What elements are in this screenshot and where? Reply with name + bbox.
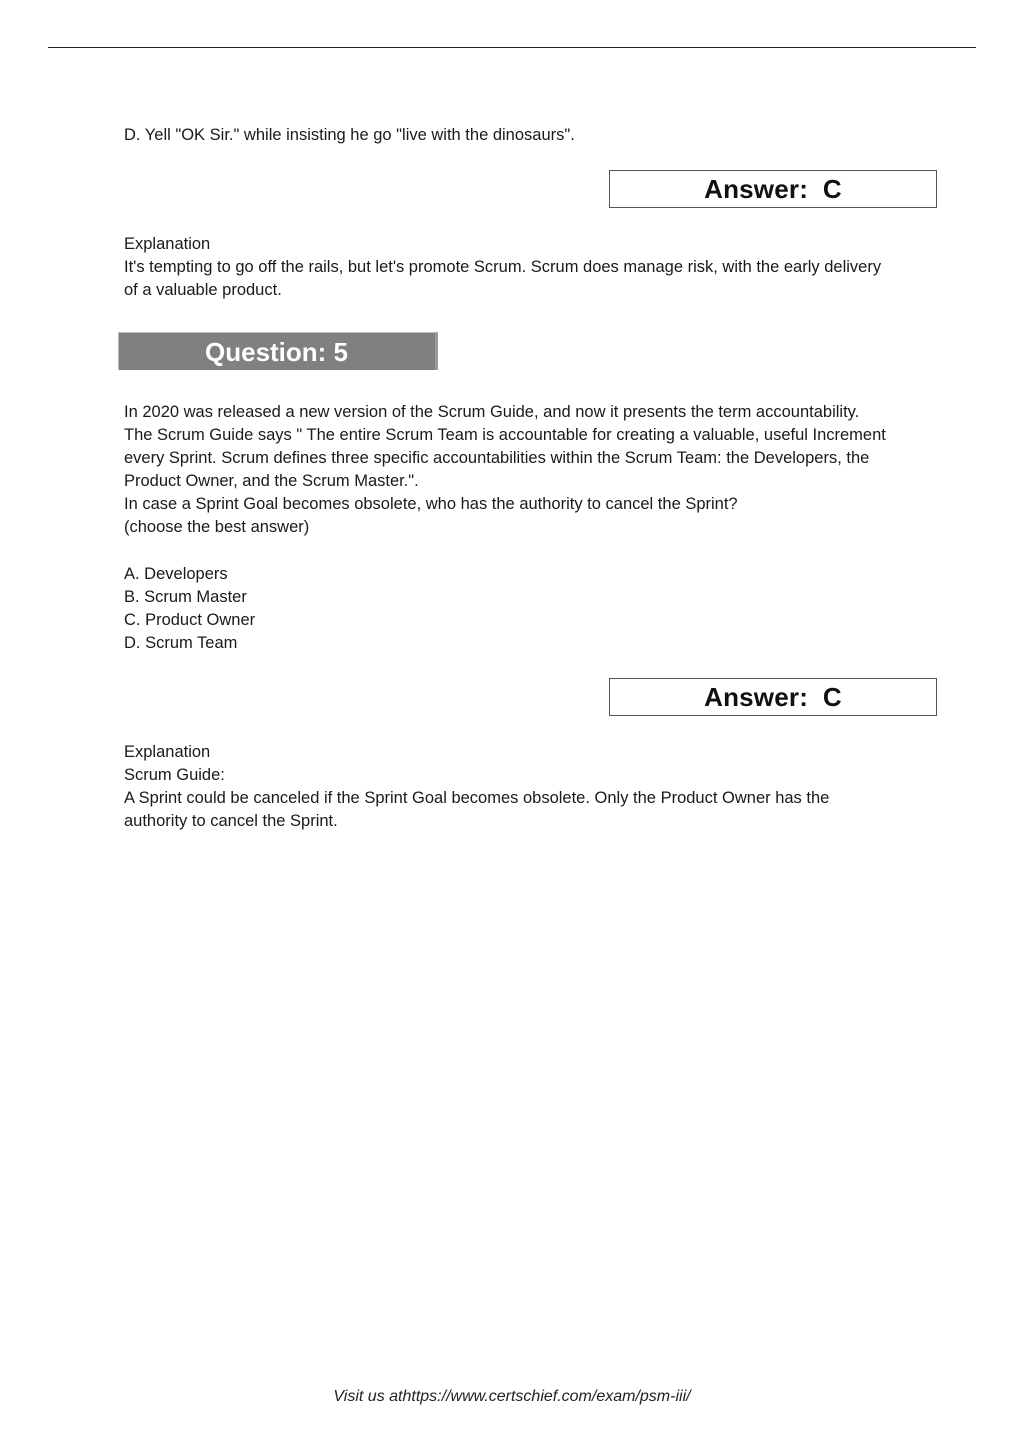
question-line: (choose the best answer) <box>124 518 310 536</box>
explanation-line: A Sprint could be canceled if the Sprint Goal becomes obsolete. Only the Product Owner has the <box>124 789 830 807</box>
answer-box <box>609 678 937 716</box>
explanation-line: authority to cancel the Sprint. <box>124 812 338 830</box>
answer-label-previous: Answer: C <box>704 173 842 204</box>
question-banner <box>118 332 438 370</box>
footer-link[interactable]: Visit us athttps://www.certschief.com/exam/psm-iii/ <box>333 1388 691 1405</box>
option-b: B. Scrum Master <box>124 588 247 606</box>
question-body <box>124 401 929 539</box>
explanation-heading-previous: Explanation <box>124 235 211 253</box>
explanation-line: of a valuable product. <box>124 281 282 299</box>
answer-label: Answer: C <box>704 681 842 712</box>
question-line: Product Owner, and the Scrum Master.". <box>124 472 419 490</box>
option-a: A. Developers <box>124 565 228 583</box>
explanation-line: It's tempting to go off the rails, but let's promote Scrum. Scrum does manage risk, with the early delivery <box>124 258 882 276</box>
explanation-block <box>124 741 929 833</box>
question-line: In case a Sprint Goal becomes obsolete, who has the authority to cancel the Sprint? <box>124 495 738 513</box>
option-d: D. Scrum Team <box>124 634 238 652</box>
question-line: In 2020 was released a new version of the Scrum Guide, and now it presents the term accountability. <box>124 403 860 421</box>
explanation-block-previous <box>124 233 929 302</box>
question-line: The Scrum Guide says " The entire Scrum Team is accountable for creating a valuable, useful Increment <box>124 426 886 444</box>
answer-options <box>124 563 929 655</box>
question-title: Question: 5 <box>205 337 349 367</box>
explanation-heading: Explanation <box>124 743 211 761</box>
question-line: every Sprint. Scrum defines three specific accountabilities within the Scrum Team: the Developers, the <box>124 449 870 467</box>
option-c: C. Product Owner <box>124 611 256 629</box>
explanation-source: Scrum Guide: <box>124 766 225 784</box>
option-d-previous: D. Yell "OK Sir." while insisting he go "live with the dinosaurs". <box>124 126 575 144</box>
header-rule <box>48 47 976 48</box>
answer-box-previous <box>609 170 937 208</box>
